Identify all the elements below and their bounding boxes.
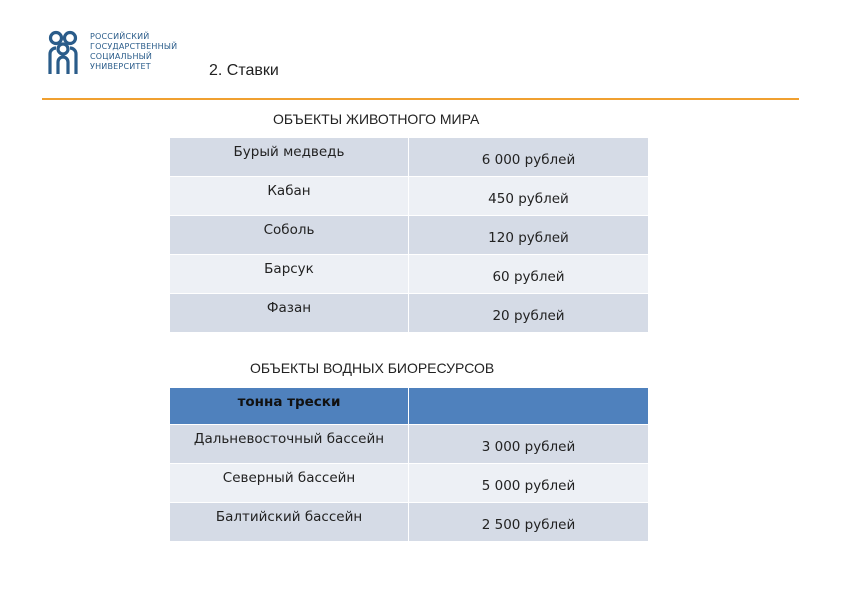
logo-line: ГОСУДАРСТВЕННЫЙ: [90, 42, 178, 51]
table-row: [170, 425, 649, 464]
animal-name: Бурый медведь: [233, 144, 345, 160]
logo-line: УНИВЕРСИТЕТ: [90, 62, 151, 71]
table-row: [170, 255, 649, 294]
rate-cell: [409, 503, 649, 542]
rate-cell: [409, 255, 649, 294]
logo-line: СОЦИАЛЬНЫЙ: [90, 52, 153, 61]
animal-name: Фазан: [266, 300, 312, 316]
header-divider: [42, 98, 799, 100]
rate-value: 60 рублей: [492, 269, 565, 285]
university-logo: [46, 30, 196, 80]
header-label: тонна трески: [237, 394, 341, 410]
rate-value: 2 500 рублей: [481, 517, 576, 533]
rate-value: 20 рублей: [492, 308, 565, 324]
table-row: [170, 464, 649, 503]
animal-name-cell: [170, 216, 409, 255]
basin-name: Дальневосточный бассейн: [193, 431, 385, 447]
basin-name-cell: [170, 464, 409, 503]
header-name-cell: [170, 388, 409, 425]
rate-cell: [409, 425, 649, 464]
university-figures-icon: [46, 30, 82, 76]
table-row: [170, 138, 649, 177]
table-row: [170, 294, 649, 333]
rate-value: 3 000 рублей: [481, 439, 576, 455]
basin-name: Северный бассейн: [222, 470, 356, 486]
basin-name: Балтийский бассейн: [215, 509, 363, 525]
rate-cell: [409, 464, 649, 503]
animal-name: Барсук: [264, 261, 314, 277]
basin-name-cell: [170, 425, 409, 464]
animal-name: Кабан: [267, 183, 311, 199]
animal-name: Соболь: [263, 222, 315, 238]
table-header-row: [170, 388, 649, 425]
rate-cell: [409, 138, 649, 177]
rate-value: 120 рублей: [488, 230, 569, 246]
rate-cell: [409, 216, 649, 255]
animals-rates-table: [169, 137, 649, 333]
animal-name-cell: [170, 138, 409, 177]
logo-line: РОССИЙСКИЙ: [90, 32, 150, 41]
table-row: [170, 177, 649, 216]
animals-section-title: ОБЪЕКТЫ ЖИВОТНОГО МИРА: [273, 111, 480, 127]
aquatic-section-title: ОБЪЕКТЫ ВОДНЫХ БИОРЕСУРСОВ: [250, 360, 495, 376]
table-row: [170, 216, 649, 255]
animal-name-cell: [170, 294, 409, 333]
aquatic-rates-table: [169, 387, 649, 542]
animal-name-cell: [170, 177, 409, 216]
rate-value: 5 000 рублей: [481, 478, 576, 494]
basin-name-cell: [170, 503, 409, 542]
rate-cell: [409, 177, 649, 216]
rate-value: 450 рублей: [488, 191, 569, 207]
rate-cell: [409, 294, 649, 333]
header-value-cell: [409, 388, 649, 425]
rate-value: 6 000 рублей: [481, 152, 576, 168]
table-row: [170, 503, 649, 542]
animal-name-cell: [170, 255, 409, 294]
university-name: [90, 32, 177, 72]
slide-title: 2. Ставки: [209, 62, 279, 79]
